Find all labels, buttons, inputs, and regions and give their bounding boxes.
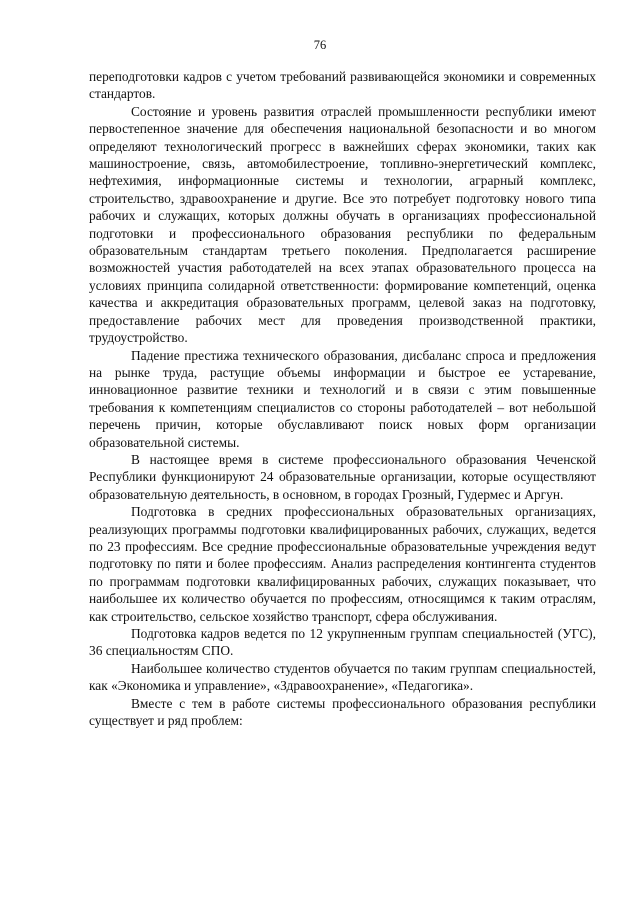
page-number: 76 <box>313 38 327 52</box>
paragraph-current-system: В настоящее время в системе профессионального образования Чеченской Республики функционируют 24 образовательные организации, которые осуществляют образовательную деятельность, в основном, в городах Грозный, Гудермес и Аргун. <box>89 451 596 502</box>
body-text <box>89 68 596 729</box>
paragraph-training-professions: Подготовка в средних профессиональных образовательных организациях, реализующих программы подготовки квалифицированных рабочих, служащих, ведется по 23 профессиям. Все средние профессиональные образовательные учреждения ведут подготовку по пяти и более профессиям. Анализ распределения контингента студентов по программам подготовки квалифицированных рабочих, служащих показывает, что наибольшее их количество обучается по профессиям, относящимся к таким отраслям, как строительство, сельское хозяйство транспорт, сфера обслуживания. <box>89 504 596 624</box>
paragraph-prestige-decline: Падение престижа технического образования, дисбаланс спроса и предложения на рынке труда, растущие объемы информации и быстрое ее устаревание, инновационное развитие техники и технологий и в связи с этим повышенные требования к компетенциям специалистов со стороны работодателей – вот небольшой перечень причин, которые обуславливают поиск новых форм организации образовательной системы. <box>89 347 596 450</box>
paragraph-continuation: переподготовки кадров с учетом требований развивающейся экономики и современных стандартов. <box>89 69 596 102</box>
paragraph-problems-intro: Вместе с тем в работе системы профессионального образования республики существует и ряд проблем: <box>89 695 596 729</box>
paragraph-ugs-specialties: Подготовка кадров ведется по 12 укрупненным группам специальностей (УГС), 36 специальностям СПО. <box>89 626 596 659</box>
paragraph-industry-development: Состояние и уровень развития отраслей промышленности республики имеют первостепенное значение для обеспечения национальной безопасности и во многом определяют технологический прогресс в важнейших сферах экономики, таких как машиностроение, связь, автомобилестроение, топливно-энергетический комплекс, нефтехимия, информационные системы и технологии, аграрный комплекс, строительство, здравоохранение и другие. Все это потребует подготовку нового типа рабочих и служащих, которых должны обучать в организациях профессиональной подготовки и профессионального образования республики по федеральным образовательным стандартам третьего поколения. Предполагается расширение возможностей участия работодателей на всех этапах образовательного процесса на условиях принципа солидарной ответственности: формирование компетенций, оценка качества и аккредитация образовательных программ, целевой заказ на подготовку, предоставление рабочих мест для проведения производственной практики, трудоустройство. <box>89 103 596 346</box>
paragraph-most-students: Наибольшее количество студентов обучается по таким группам специальностей, как «Экономика и управление», «Здравоохранение», «Педагогика». <box>89 660 596 694</box>
